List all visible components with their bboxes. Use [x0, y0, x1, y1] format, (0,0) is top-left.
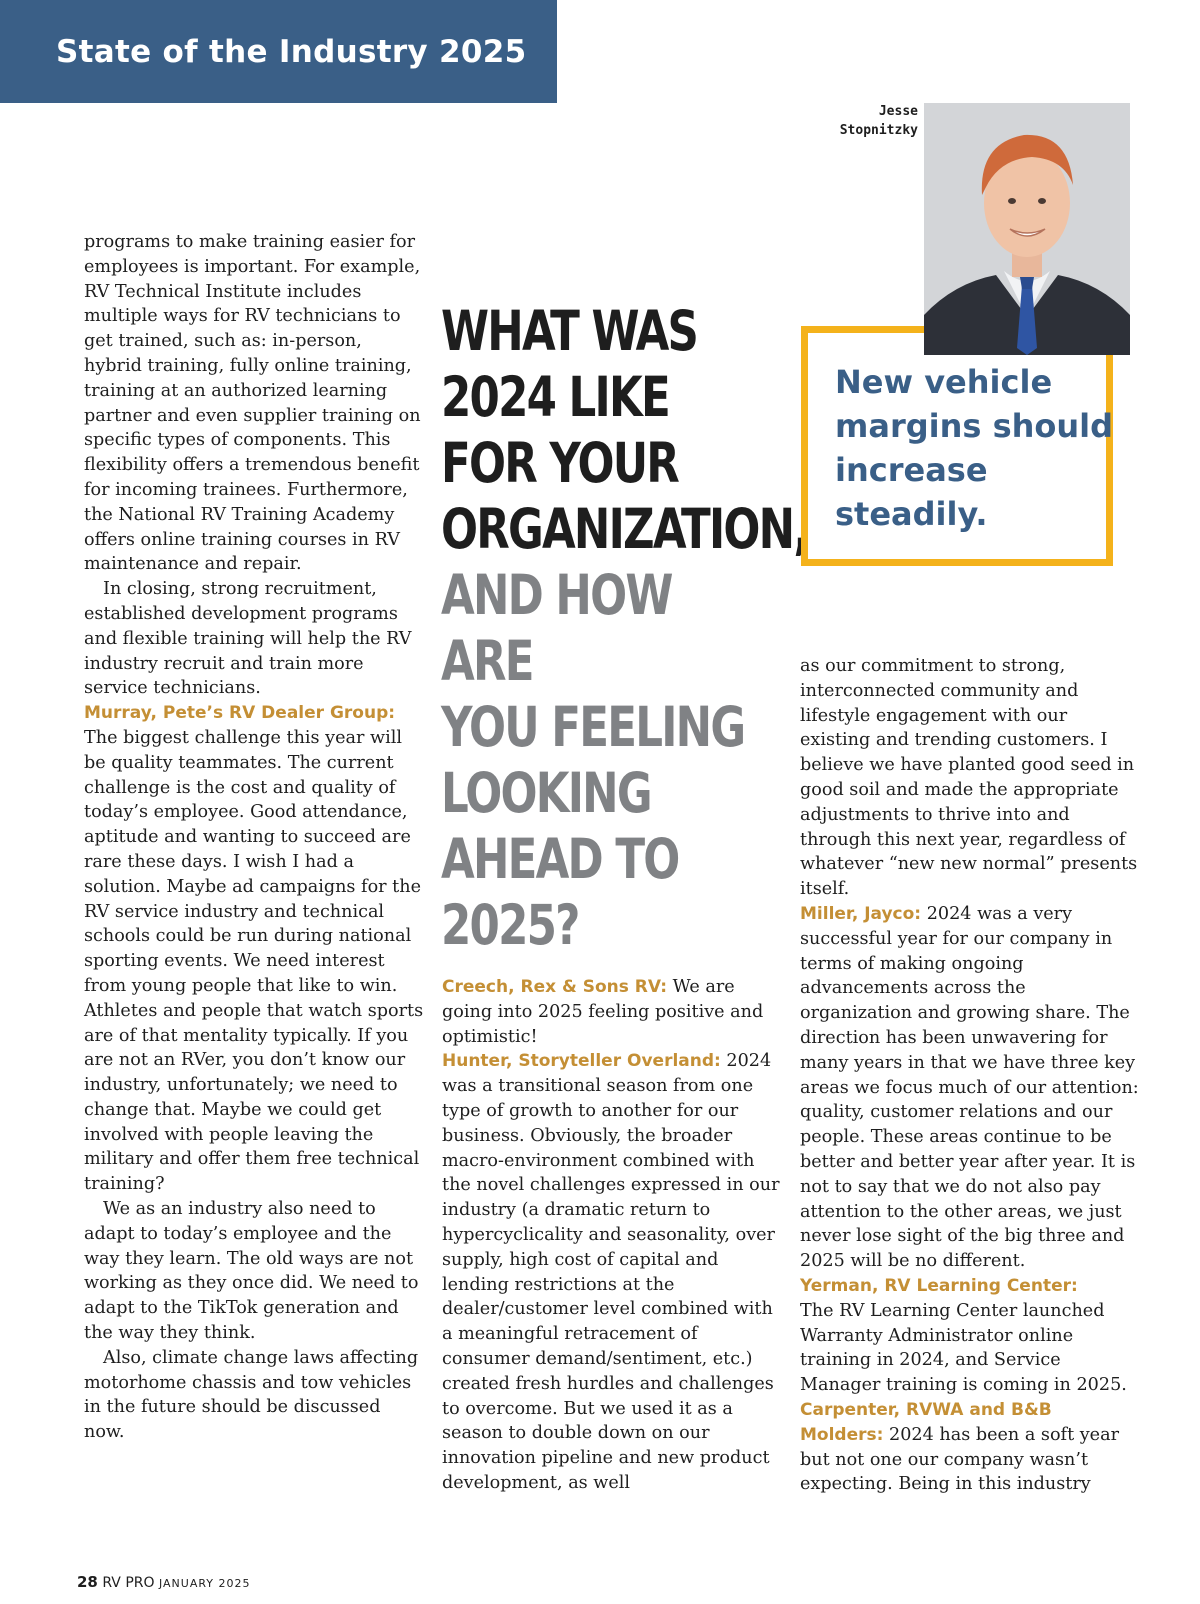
response-yerman-text: The RV Learning Center launched Warranty Administrator online training in 2024, and Service Manager training is coming in 2025. — [800, 1300, 1127, 1396]
speaker-hunter: Hunter, Storyteller Overland: — [442, 1051, 721, 1072]
speaker-murray: Murray, Pete’s RV Dealer Group: — [84, 703, 396, 724]
article-column-1 — [84, 230, 424, 1445]
magazine-name: RV PRO — [102, 1575, 155, 1591]
section-banner — [0, 0, 557, 103]
headline-line: ORGANIZATION, — [441, 497, 809, 561]
paragraph-adapt: We as an industry also need to adapt to today’s employee and the way they learn. The old ways are not working as they once did. We need to adapt to the TikTok generation and the way they think. — [84, 1199, 419, 1344]
response-hunter-continued: as our commitment to strong, interconnected community and lifestyle engagement with our existing and trending customers. I believe we have planted good seed in good soil and made the appropriate adjustments to thrive into and through this next year, regardless of whatever “new new normal” presents itself. — [800, 656, 1138, 900]
response-hunter-text: 2024 was a transitional season from one type of growth to another for our business. Obviously, the broader macro-environment combined with the novel challenges expressed in our industry (a dramatic return to hypercyclicality and seasonality, over supply, high cost of capital and lending restrictions at the dealer/customer level combined with a meaningful retracement of consumer demand/sentiment, etc.) created fresh hurdles and challenges to overcome. But we used it as a season to double down on our innovation pipeline and new product development, as well — [442, 1051, 780, 1493]
paragraph-climate: Also, climate change laws affecting motorhome chassis and tow vehicles in the future should be discussed now. — [84, 1347, 419, 1443]
paragraph-closing: In closing, strong recruitment, established development programs and flexible training will help the RV industry recruit and train more service technicians. — [84, 579, 412, 699]
speaker-creech: Creech, Rex & Sons RV: — [442, 977, 668, 997]
response-miller — [800, 902, 1140, 1274]
section-title: State of the Industry 2025 — [56, 34, 527, 70]
response-murray — [84, 701, 424, 1197]
portrait-illustration — [924, 103, 1130, 355]
article-column-3 — [800, 654, 1140, 1497]
portrait-photo — [924, 103, 1130, 355]
response-hunter — [442, 1049, 782, 1495]
headline-line: 2024 LIKE — [441, 365, 669, 429]
headline-line: WHAT WAS — [441, 299, 698, 363]
speaker-yerman: Yerman, RV Learning Center: — [800, 1275, 1078, 1296]
caption-first-name: Jesse — [878, 104, 918, 119]
question-headline — [441, 298, 809, 958]
pull-quote: New vehicle margins should increase steadily. — [835, 363, 1114, 533]
headline-line: AND HOW ARE — [441, 563, 672, 693]
response-creech-text: We are going into 2025 feeling positive and optimistic! — [442, 977, 764, 1047]
response-murray-text: The biggest challenge this year will be quality teammates. The current challenge is the cost and quality of today’s employee. Good attendance, aptitude and wanting to succeed are rare these days. I wish I had a solution. Maybe ad campaigns for the RV service industry and technical schools could be run during national sporting events. We need interest from young people that like to win. Athletes and people that watch sports are of that mentality typically. If you are not an RVer, you don’t know our industry, unfortunately; we need to change that. Maybe we could get involved with people leaving the military and offer them free technical training? — [84, 727, 424, 1195]
headline-line: YOU FEELING — [441, 695, 745, 759]
page-number: 28 — [77, 1573, 98, 1591]
headline-line: FOR YOUR — [441, 431, 679, 495]
article-column-2 — [442, 975, 782, 1496]
caption-last-name: Stopnitzky — [839, 123, 918, 138]
response-creech — [442, 975, 782, 1049]
headline-line: 2025? — [441, 893, 579, 957]
response-carpenter — [800, 1398, 1140, 1497]
issue-date: JANUARY 2025 — [158, 1577, 251, 1590]
headline-line: LOOKING — [441, 761, 651, 825]
photo-caption — [800, 102, 918, 140]
speaker-carpenter: Carpenter, RVWA and B&B Molders: — [800, 1399, 1052, 1445]
speaker-miller: Miller, Jayco: — [800, 903, 922, 924]
paragraph-training: programs to make training easier for employees is important. For example, RV Technical Institute includes multiple ways for RV technicians to get trained, such as: in-person, hybrid training, fully online training, training at an authorized learning partner and even supplier training on specific types of components. This flexibility offers a tremendous benefit for incoming trainees. Furthermore, the National RV Training Academy offers online training courses in RV maintenance and repair. — [84, 232, 421, 575]
page-footer — [77, 1573, 251, 1591]
response-miller-text: 2024 was a very successful year for our company in terms of making ongoing advancements across the organization and growing share. The direction has been unwavering for many years in that we have three key areas we focus much of our attention: quality, customer relations and our people. These areas continue to be better and better year after year. It is not to say that we do not also pay attention to the other areas, we just never lose sight of the big three and 2025 will be no different. — [800, 903, 1139, 1272]
response-yerman — [800, 1274, 1140, 1398]
headline-line: AHEAD TO — [441, 827, 679, 891]
response-carpenter-text: 2024 has been a soft year but not one our company wasn’t expecting. Being in this industry — [800, 1424, 1119, 1495]
